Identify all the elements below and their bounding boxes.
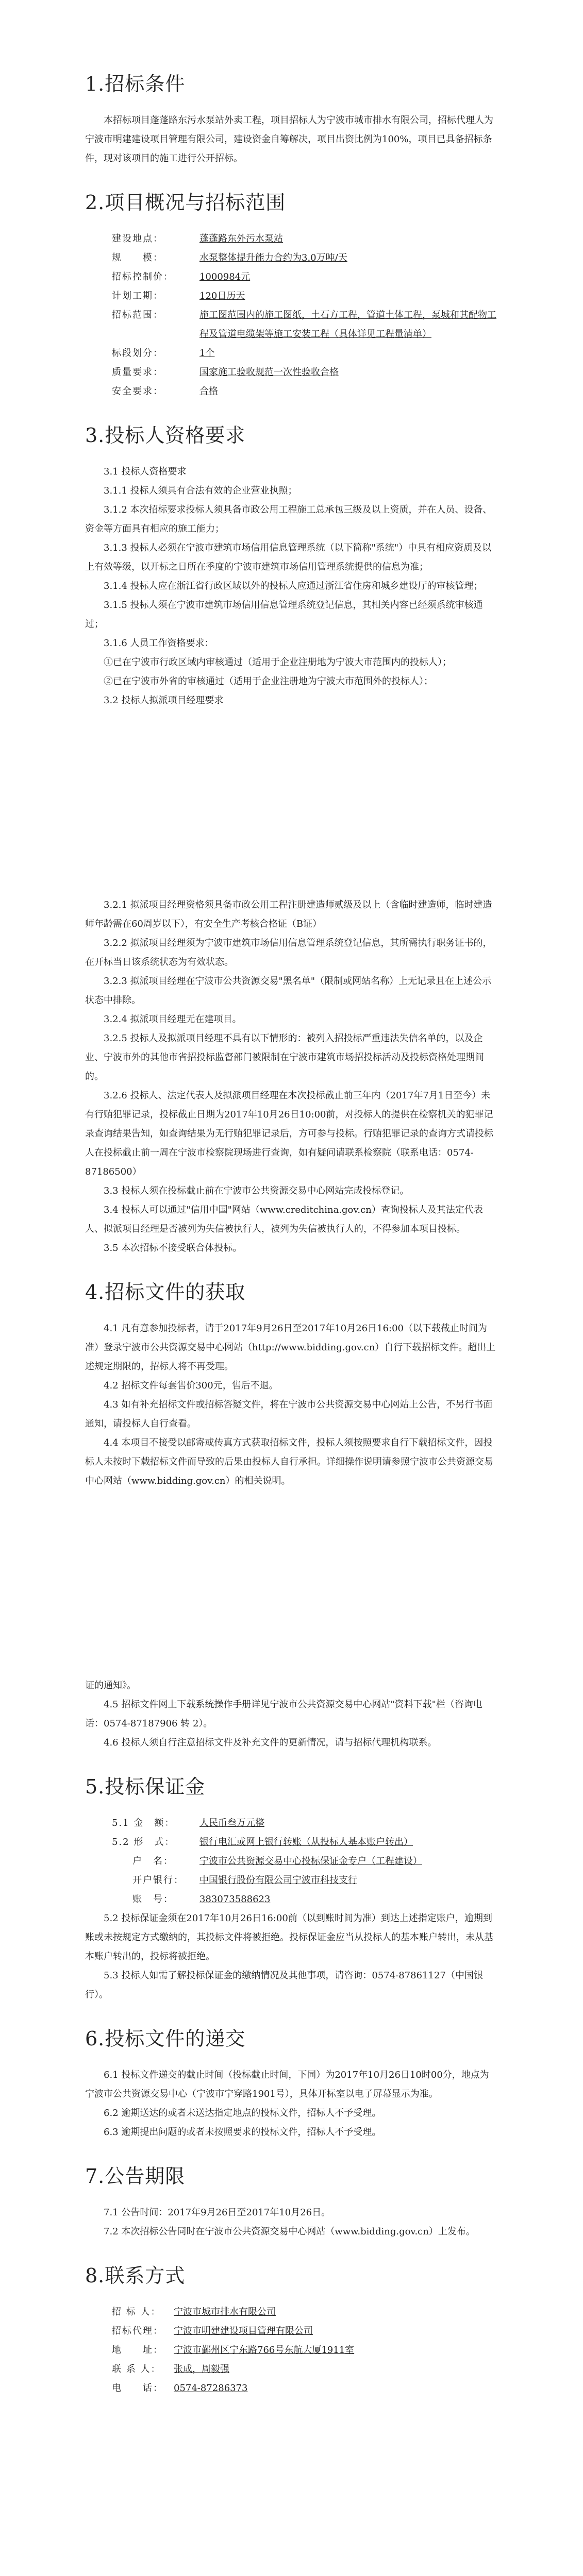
row-key: 质量要求： (112, 367, 163, 378)
info-row-location (112, 229, 497, 248)
info-row-safety (112, 382, 497, 401)
section-3-title: 3.投标人资格要求 (85, 424, 246, 447)
section-3-p4: 3.1.3 投标人必须在宁波市建筑市场信用信息管理系统（以下简称"系统"）中具有相应资质及以上有效等级，以开标之日所在季度的宁波市建筑市场信用管理系统提供的信息为准； (85, 543, 492, 572)
row-value: 水泵整体提升能力合约为3.0万吨/天 (199, 252, 347, 263)
row-key: 招标范围： (112, 310, 163, 320)
row-value: 宁波市明建建设项目管理有限公司 (174, 2326, 313, 2336)
row-value: 1个 (199, 348, 215, 359)
section-3b-p2: 3.2.2 拟派项目经理须为宁波市建筑市场信用信息管理系统登记信息，其所需执行职务证书的，在开标当日该系统状态为有效状态。 (85, 938, 492, 968)
section-3b-p5: 3.2.5 投标人及拟派项目经理不具有以下情形的：被列入招投标严重违法失信名单的，以及企业、宁波市外的其他市省招投标监督部门被限制在宁波市建筑市场招投标活动及投标资格处理期间的。 (85, 1033, 484, 1082)
section-3-p7: 3.1.6 人员工作资格要求： (104, 638, 214, 649)
section-4-p1: 4.1 凡有意参加投标者，请于2017年9月26日至2017年10月26日16:00（以下载截止时间为准）登录宁波市公共资源交易中心网站（http://www.bidding.gov.cn）自行下载招标文件。超出上述规定期限的，招标人将不再受理。 (85, 1323, 496, 1372)
row-value: 蓬蓬路东外污水泵站 (199, 233, 283, 244)
section-5-p7: 5.3 投标人如需了解投标保证金的缴纳情况及其他事项，请咨询：0574-87861127（中国银行）。 (85, 1970, 483, 2000)
row-value: 宁波市城市排水有限公司 (174, 2307, 276, 2317)
deposit-account-no-row (132, 1890, 497, 1909)
contact-row-address (112, 2341, 497, 2360)
section-3-p5: 3.1.4 投标人应在浙江省行政区域以外的投标人应通过浙江省住房和城乡建设厅的审核管理； (104, 581, 483, 591)
row-value: 人民币叁万元整 (199, 1818, 264, 1828)
section-6-p2: 6.2 逾期送达的或者未送达指定地点的投标文件，招标人不予受理。 (104, 2108, 381, 2119)
section-1-para: 本招标项目蓬蓬路东污水泵站外卖工程，项目招标人为宁波市城市排水有限公司，招标代理人为宁波市明建建设项目管理有限公司，建设资金自筹解决，项目出资比例为100%，项目已具备招标条件，现对该项目的施工进行公开招标。 (85, 115, 493, 164)
row-key: 招标控制价： (112, 272, 174, 282)
section-3b-p8: 3.4 投标人可以通过"信用中国"网站（www.creditchina.gov.cn）查询投标人及其法定代表人、拟派项目经理是否被列为失信被执行人，被列为失信被执行人的，不得参加本项目投标。 (85, 1205, 483, 1234)
section-4-p3: 4.3 如有补充招标文件或招标答疑文件，将在宁波市公共资源交易中心网站上公告，不另行书面通知，请投标人自行查看。 (85, 1399, 493, 1429)
row-key: 5.1 金 额： (112, 1818, 175, 1828)
row-value: 1000984元 (199, 272, 251, 282)
section-4b-p1: 证的通知》。 (85, 1680, 136, 1691)
row-value: 383073588623 (199, 1894, 271, 1905)
row-key: 建设地点： (112, 233, 163, 244)
section-8-title: 8.联系方式 (85, 2264, 186, 2287)
section-6-p3: 6.3 逾期提出问题的或者未按照要求的投标文件，招标人不予受理。 (104, 2127, 381, 2138)
row-key: 开户银行： (132, 1875, 184, 1886)
section-7-p1: 7.1 公告时间：2017年9月26日至2017年10月26日。 (104, 2207, 331, 2218)
row-key: 户 名： (132, 1856, 174, 1867)
section-3-p6: 3.1.5 投标人须在宁波市建筑市场信用信息管理系统登记信息，其相关内容已经须系统审核通过； (85, 600, 483, 630)
section-4-p2: 4.2 招标文件每套售价300元，售后不退。 (104, 1380, 278, 1391)
info-row-lots (112, 344, 497, 363)
section-2-title: 2.项目概况与招标范围 (85, 191, 286, 214)
row-value: 0574-87286373 (174, 2383, 248, 2394)
section-7-p2: 7.2 本次招标公告同时在宁波市公共资源交易中心网站（www.bidding.gov.cn）上发布。 (104, 2226, 475, 2237)
row-key: 电 话： (112, 2383, 163, 2394)
deposit-account-name-row (132, 1852, 497, 1871)
section-6-p1: 6.1 投标文件递交的截止时间（投标截止时间，下同）为2017年10月26日10时00分，地点为宁波市公共资源交易中心（宁波市宁穿路1901号），具体开标室以电子屏幕显示为准。 (85, 2070, 489, 2099)
row-key: 地 址： (112, 2345, 163, 2355)
section-3-p3: 3.1.2 本次招标要求投标人须具备市政公用工程施工总承包三级及以上资质，并在人员、设备、资金等方面具有相应的施工能力； (85, 504, 492, 534)
section-4-title: 4.招标文件的获取 (85, 1281, 246, 1303)
deposit-bank-row (132, 1871, 497, 1890)
info-row-quality (112, 363, 497, 382)
section-3-p2: 3.1.1 投标人须具有合法有效的企业营业执照； (104, 485, 297, 496)
section-3b-p7: 3.3 投标人须在投标截止前在宁波市公共资源交易中心网站完成投标登记。 (104, 1185, 409, 1196)
section-4b-p2: 4.5 招标文件网上下载系统操作手册详见宁波市公共资源交易中心网站"资料下载"栏（咨询电话：0574-87187906 转 2）。 (85, 1699, 482, 1729)
deposit-amount-row (112, 1814, 497, 1833)
info-row-control-price (112, 267, 497, 286)
section-5-p6: 5.2 投标保证金须在2017年10月26日16:00前（以到账时间为准）到达上述指定账户，逾期到账或未按规定方式缴纳的，其投标文件将被拒绝。投标保证金应当从投标人的基本账户转出，未从基本账户转出的，投标将被拒绝。 (85, 1913, 493, 1962)
row-value: 施工图范围内的施工图纸，土石方工程，管道土体工程，泵城和其配物工程及管道电缆架等施工安装工程（具体详见工程量清单） (199, 310, 496, 340)
row-value: 国家施工验收规范一次性验收合格 (199, 367, 339, 378)
tender-announcement (85, 68, 497, 2576)
row-value: 银行电汇或网上银行转账（从投标人基本账户转出） (199, 1837, 413, 1848)
row-key: 联 系 人： (112, 2364, 161, 2375)
section-5-title: 5.投标保证金 (85, 1775, 206, 1798)
row-value: 宁波市鄞州区宁东路766号东航大厦1911室 (174, 2345, 355, 2355)
row-value: 120日历天 (199, 291, 245, 301)
row-value: 宁波市公共资源交易中心投标保证金专户（工程建设） (199, 1856, 422, 1867)
info-row-duration (112, 286, 497, 306)
section-3b-p4: 3.2.4 拟派项目经理无在建项目。 (104, 1014, 242, 1025)
section-3-p8: ①已在宁波市行政区域内审核通过（适用于企业注册地为宁波大市范围内的投标人）； (104, 657, 452, 668)
row-key: 计划工期： (112, 291, 163, 301)
section-6-title: 6.投标文件的递交 (85, 2027, 246, 2050)
row-key: 规 模： (112, 252, 163, 263)
info-row-scope (112, 306, 497, 344)
section-1-title: 1.招标条件 (85, 73, 186, 95)
row-key: 安全要求： (112, 386, 163, 397)
row-key: 招标代理： (112, 2326, 163, 2336)
contact-row-phone (112, 2379, 497, 2398)
row-key: 招 标 人： (112, 2307, 161, 2317)
section-3b-p3: 3.2.3 拟派项目经理在宁波市公共资源交易"黑名单"（限制或网站名称）上无记录且在上述公示状态中排除。 (85, 976, 492, 1006)
section-3b-p9: 3.5 本次招标不接受联合体投标。 (104, 1243, 242, 1253)
section-3b-p6: 3.2.6 投标人、法定代表人及拟派项目经理在本次投标截止前三年内（2017年7月1日至今）未有行贿犯罪记录，投标截止日期为2017年10月26日10:00前，对投标人的提供在检察机关的犯罪记录查询结果告知，如查询结果为无行贿犯罪记录后，方可参与投标。行贿犯罪记录的查询方式请投标人在投标截止前一周在宁波市检察院现场进行查询，如有疑问请联系检察院（联系电话：0574-87186500） (85, 1090, 493, 1177)
row-key: 5.2 形 式： (112, 1837, 175, 1848)
row-value: 张成，周毅强 (174, 2364, 229, 2375)
deposit-form-row (112, 1833, 497, 1852)
section-3-p10: 3.2 投标人拟派项目经理要求 (104, 695, 224, 706)
contact-row-person (112, 2360, 497, 2379)
contact-row-agent (112, 2321, 497, 2341)
section-4-p4: 4.4 本项目不接受以邮寄或传真方式获取招标文件，投标人须按照要求自行下载招标文件，因投标人未按时下载招标文件而导致的后果由投标人自行承担。详细操作说明请参照宁波市公共资源交易中心网站（www.bidding.gov.cn）的相关说明。 (85, 1437, 493, 1486)
contact-row-tenderee (112, 2302, 497, 2321)
row-key: 标段划分： (112, 348, 163, 359)
section-4b-p3: 4.6 投标人须自行注意招标文件及补充文件的更新情况，请与招标代理机构联系。 (104, 1737, 437, 1748)
row-value: 合格 (199, 386, 218, 397)
row-key: 账 号： (132, 1894, 174, 1905)
row-value: 中国银行股份有限公司宁波市科技支行 (199, 1875, 357, 1886)
section-3-p1: 3.1 投标人资格要求 (104, 466, 187, 477)
section-3b-p1: 3.2.1 拟派项目经理资格须具备市政公用工程注册建造师贰级及以上（含临时建造师，临时建造师年龄需在60周岁以下），有安全生产考核合格证（B证） (85, 900, 492, 929)
section-3-p9: ②已在宁波市外省的审核通过（适用于企业注册地为宁波大市范围外的投标人）； (104, 676, 433, 687)
info-row-scale (112, 248, 497, 267)
section-7-title: 7.公告期限 (85, 2165, 186, 2188)
